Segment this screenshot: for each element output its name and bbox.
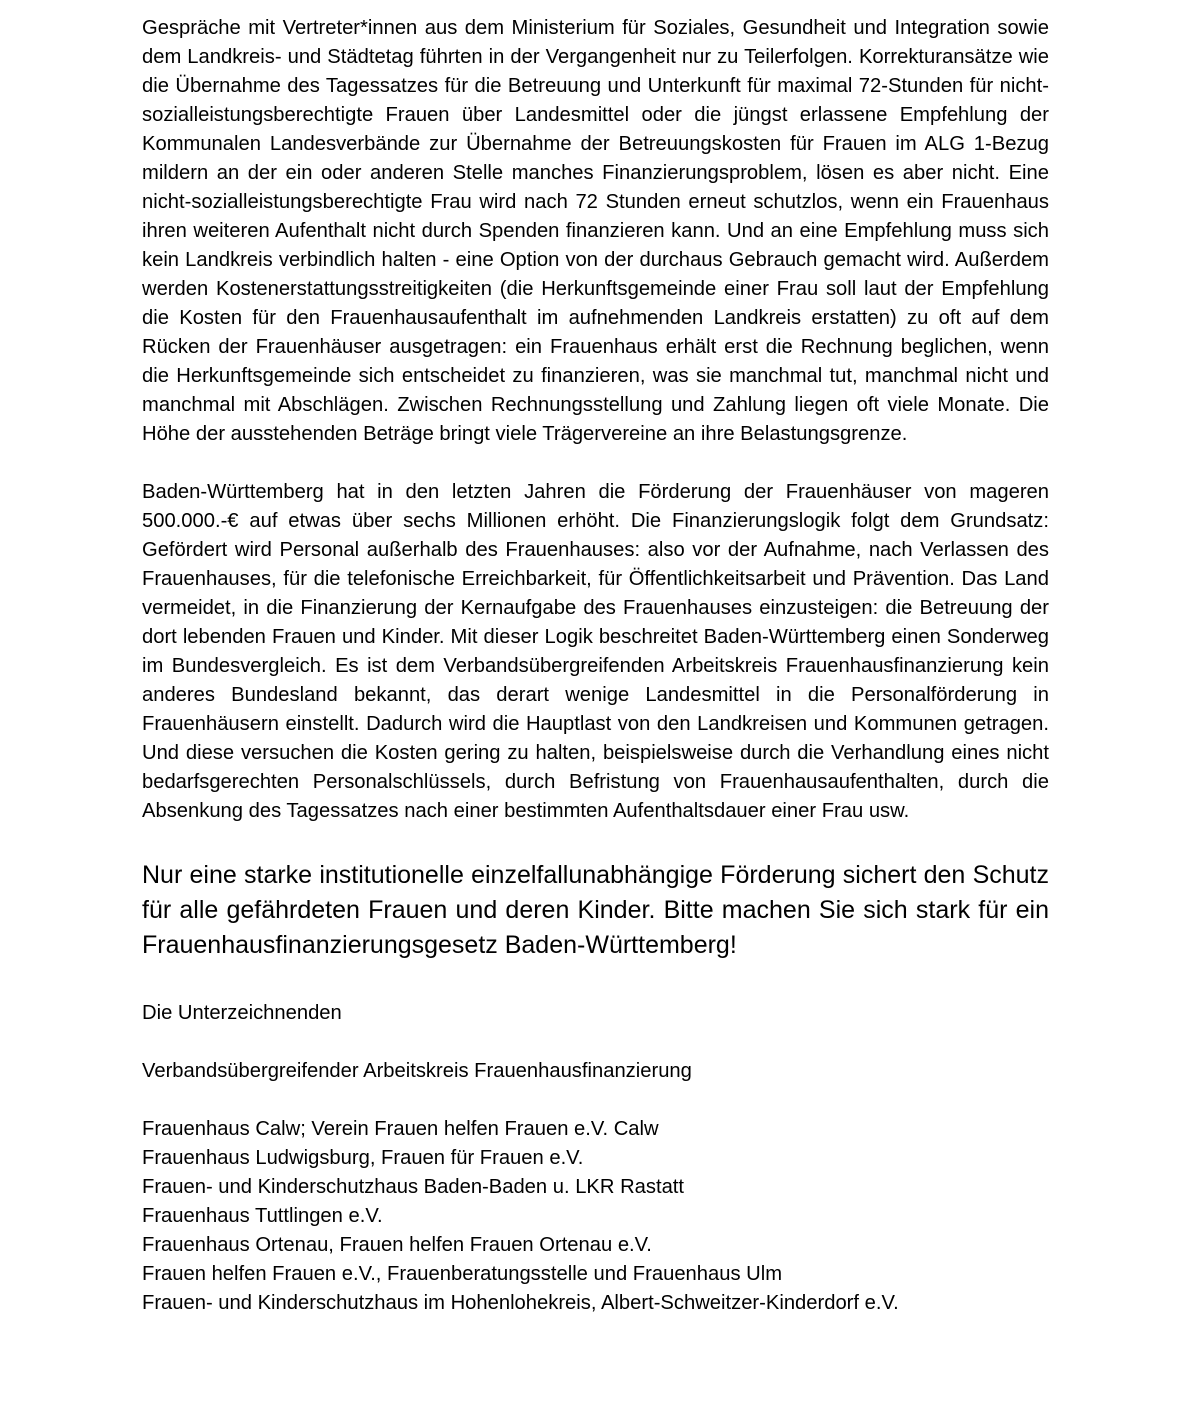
paragraph-spacer bbox=[142, 826, 1049, 858]
list-item: Frauenhaus Ludwigsburg, Frauen für Frauen e.V. bbox=[142, 1147, 584, 1169]
paragraph-spacer bbox=[142, 1028, 1049, 1057]
paragraph-spacer bbox=[142, 1086, 1049, 1115]
signatory-organizations-list bbox=[142, 1115, 1049, 1318]
paragraph-spacer bbox=[142, 449, 1049, 478]
appeal-statement: Nur eine starke institutionelle einzelfallunabhängige Förderung sichert den Schutz für alle gefährdeten Frauen und deren Kinder. Bitte machen Sie sich stark für ein Frauenhausfinanzierungsgesetz Baden-Württemberg! bbox=[142, 861, 1049, 959]
document-page bbox=[142, 14, 1049, 1318]
paragraph-state-funding: Baden-Württemberg hat in den letzten Jahren die Förderung der Frauenhäuser von mageren 500.000.-€ auf etwas über sechs Millionen erhöht. Die Finanzierungslogik folgt dem Grundsatz: Gefördert wird Personal außerhalb des Frauenhauses: also vor der Aufnahme, nach Verlassen des Frauenhauses, für die telefonische Erreichbarkeit, für Öffentlichkeitsarbeit und Prävention. Das Land vermeidet, in die Finanzierung der Kernaufgabe des Frauenhauses einzusteigen: die Betreuung der dort lebenden Frauen und Kinder. Mit dieser Logik beschreitet Baden-Württemberg einen Sonderweg im Bundesvergleich. Es ist dem Verbandsübergreifenden Arbeitskreis Frauenhausfinanzierung kein anderes Bundesland bekannt, das derart wenige Landesmittel in die Personalförderung in Frauenhäusern einstellt. Dadurch wird die Hauptlast von den Landkreisen und Kommunen getragen. Und diese versuchen die Kosten gering zu halten, beispielsweise durch die Verhandlung eines nicht bedarfsgerechten Personalschlüssels, durch Befristung von Frauenhausaufenthalten, durch die Absenkung des Tagessatzes nach einer bestimmten Aufenthaltsdauer einer Frau usw. bbox=[142, 481, 1049, 822]
list-item: Frauenhaus Tuttlingen e.V. bbox=[142, 1205, 383, 1227]
list-item: Frauen helfen Frauen e.V., Frauenberatungsstelle und Frauenhaus Ulm bbox=[142, 1263, 783, 1285]
list-item: Frauenhaus Ortenau, Frauen helfen Frauen Ortenau e.V. bbox=[142, 1234, 652, 1256]
paragraph-spacer bbox=[142, 963, 1049, 999]
signatories-heading: Die Unterzeichnenden bbox=[142, 1002, 342, 1024]
list-item: Frauenhaus Calw; Verein Frauen helfen Frauen e.V. Calw bbox=[142, 1118, 659, 1140]
working-group-name: Verbandsübergreifender Arbeitskreis Frauenhausfinanzierung bbox=[142, 1060, 692, 1082]
list-item: Frauen- und Kinderschutzhaus Baden-Baden u. LKR Rastatt bbox=[142, 1176, 685, 1198]
list-item: Frauen- und Kinderschutzhaus im Hohenlohekreis, Albert-Schweitzer-Kinderdorf e.V. bbox=[142, 1292, 899, 1314]
paragraph-funding-negotiations: Gespräche mit Vertreter*innen aus dem Ministerium für Soziales, Gesundheit und Integration sowie dem Landkreis- und Städtetag führten in der Vergangenheit nur zu Teilerfolgen. Korrekturansätze wie die Übernahme des Tagessatzes für die Betreuung und Unterkunft für maximal 72-Stunden für nicht-sozialleistungsberechtigte Frauen über Landesmittel oder die jüngst erlassene Empfehlung der Kommunalen Landesverbände zur Übernahme der Betreuungskosten für Frauen im ALG 1-Bezug mildern an der ein oder anderen Stelle manches Finanzierungsproblem, lösen es aber nicht. Eine nicht-sozialleistungsberechtigte Frau wird nach 72 Stunden erneut schutzlos, wenn ein Frauenhaus ihren weiteren Aufenthalt nicht durch Spenden finanzieren kann. Und an eine Empfehlung muss sich kein Landkreis verbindlich halten - eine Option von der durchaus Gebrauch gemacht wird. Außerdem werden Kostenerstattungsstreitigkeiten (die Herkunftsgemeinde einer Frau soll laut der Empfehlung die Kosten für den Frauenhausaufenthalt im aufnehmenden Landkreis erstatten) zu oft auf dem Rücken der Frauenhäuser ausgetragen: ein Frauenhaus erhält erst die Rechnung beglichen, wenn die Herkunftsgemeinde sich entscheidet zu finanzieren, was sie manchmal tut, manchmal nicht und manchmal mit Abschlägen. Zwischen Rechnungsstellung und Zahlung liegen oft viele Monate. Die Höhe der ausstehenden Beträge bringt viele Trägervereine an ihre Belastungsgrenze. bbox=[142, 17, 1049, 445]
